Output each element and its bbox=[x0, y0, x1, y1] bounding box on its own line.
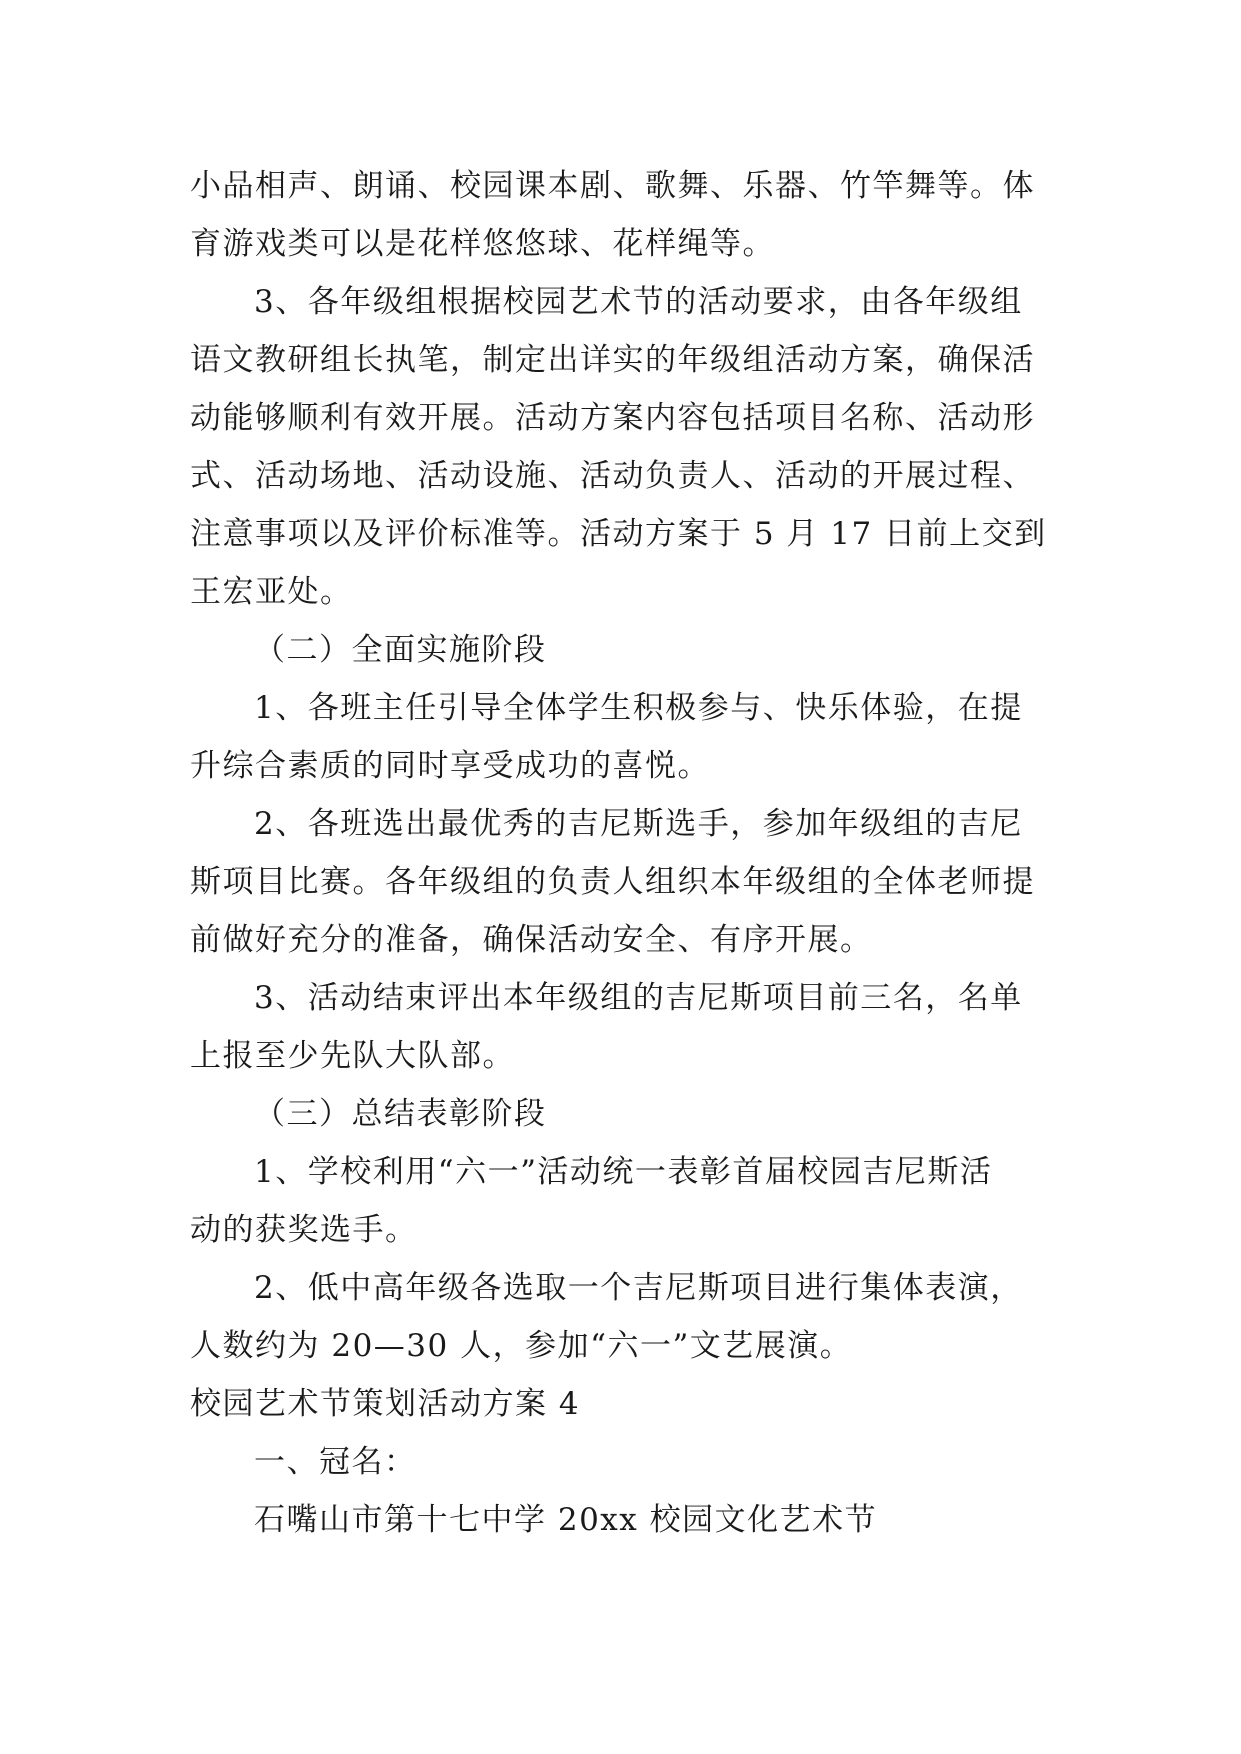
body-text-line: 注意事项以及评价标准等。活动方案于 5 月 17 日前上交到 bbox=[190, 516, 1047, 552]
section-heading: （三）总结表彰阶段 bbox=[254, 1096, 547, 1132]
body-text-line: 3、各年级组根据校园艺术节的活动要求，由各年级组 bbox=[254, 284, 1023, 320]
body-text-line: 上报至少先队大队部。 bbox=[190, 1038, 515, 1074]
body-text-line: 石嘴山市第十七中学 20xx 校园文化艺术节 bbox=[254, 1502, 878, 1538]
body-text-line: 3、活动结束评出本年级组的吉尼斯项目前三名，名单 bbox=[254, 980, 1023, 1016]
body-text-line: 动能够顺利有效开展。活动方案内容包括项目名称、活动形 bbox=[190, 400, 1035, 436]
body-text-line: 1、各班主任引导全体学生积极参与、快乐体验，在提 bbox=[254, 690, 1023, 726]
body-text-line: 小品相声、朗诵、校园课本剧、歌舞、乐器、竹竿舞等。体 bbox=[190, 168, 1035, 204]
body-text-line: 升综合素质的同时享受成功的喜悦。 bbox=[190, 748, 710, 784]
section-heading: 一、冠名： bbox=[254, 1444, 417, 1480]
body-text-line: 动的获奖选手。 bbox=[190, 1212, 418, 1248]
body-text-line: 前做好充分的准备，确保活动安全、有序开展。 bbox=[190, 922, 873, 958]
body-text-line: 斯项目比赛。各年级组的负责人组织本年级组的全体老师提 bbox=[190, 864, 1035, 900]
body-text-line: 语文教研组长执笔，制定出详实的年级组活动方案，确保活 bbox=[190, 342, 1035, 378]
body-text-line: 人数约为 20—30 人，参加“六一”文艺展演。 bbox=[190, 1328, 853, 1364]
body-text-line: 1、学校利用“六一”活动统一表彰首届校园吉尼斯活 bbox=[254, 1154, 993, 1190]
body-text-line: 2、各班选出最优秀的吉尼斯选手，参加年级组的吉尼 bbox=[254, 806, 1023, 842]
body-text-line: 王宏亚处。 bbox=[190, 574, 353, 610]
document-title: 校园艺术节策划活动方案 4 bbox=[190, 1386, 581, 1422]
body-text-line: 育游戏类可以是花样悠悠球、花样绳等。 bbox=[190, 226, 775, 262]
body-text-line: 2、低中高年级各选取一个吉尼斯项目进行集体表演， bbox=[254, 1270, 1023, 1306]
body-text-line: 式、活动场地、活动设施、活动负责人、活动的开展过程、 bbox=[190, 458, 1035, 494]
section-heading: （二）全面实施阶段 bbox=[254, 632, 547, 668]
